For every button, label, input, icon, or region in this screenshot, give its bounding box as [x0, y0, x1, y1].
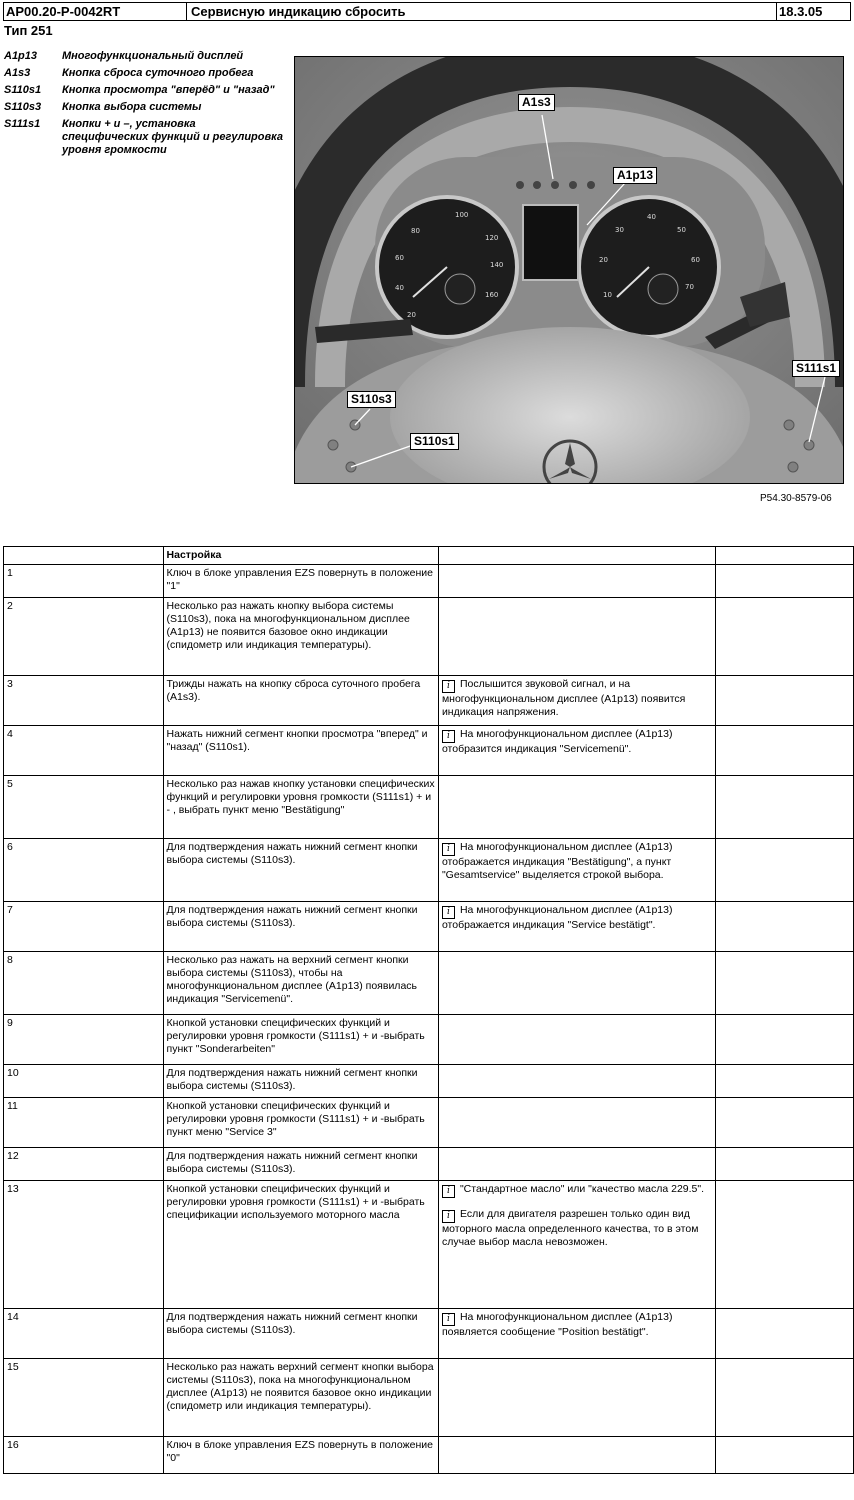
step-number: 2: [4, 598, 164, 676]
table-row: [4, 776, 854, 839]
table-row: [4, 952, 854, 1015]
step-instruction: Нажать нижний сегмент кнопки просмотра "вперед" и "назад" (S110s1).: [163, 726, 438, 776]
doc-id: AP00.20-P-0042RT: [4, 3, 187, 20]
step-notes: [438, 1181, 715, 1309]
step-instruction: Несколько раз нажать на верхний сегмент кнопки выбора системы (S110s3), чтобы на многофункциональном дисплее (A1p13) появилась индикация "Servicemenü".: [163, 952, 438, 1015]
info-note: [442, 1208, 712, 1249]
legend-code: S110s1: [4, 84, 42, 96]
step-extra: [716, 839, 854, 902]
step-instruction: Для подтверждения нажать нижний сегмент кнопки выбора системы (S110s3).: [163, 839, 438, 902]
step-notes: [438, 902, 715, 952]
dashboard-photo: [294, 56, 844, 484]
info-note-text: Если для двигателя разрешен только один вид моторного масла определенного качества, то в этом случае выбор масла невозможен.: [441, 1208, 699, 1248]
step-extra: [716, 1181, 854, 1309]
speedo-tick: 20: [407, 311, 416, 319]
legend-item: [4, 67, 284, 80]
legend-desc: Кнопка сброса суточного пробега: [62, 67, 254, 79]
tacho-tick: 70: [685, 283, 694, 291]
step-extra: [716, 776, 854, 839]
info-note-text: На многофункциональном дисплее (A1p13) отобразится индикация "Servicemenü".: [441, 728, 673, 755]
speedo-tick: 100: [455, 211, 469, 219]
info-note: [442, 1311, 712, 1339]
table-row: [4, 1015, 854, 1065]
table-header-row: [4, 547, 854, 565]
info-icon: i: [442, 730, 455, 743]
info-note: [442, 904, 712, 932]
tacho-tick: 30: [615, 226, 624, 234]
step-notes: [438, 1437, 715, 1474]
legend-item: [4, 84, 284, 97]
info-note: [442, 678, 712, 719]
info-icon: i: [442, 680, 455, 693]
step-extra: [716, 1015, 854, 1065]
step-extra: [716, 676, 854, 726]
step-extra: [716, 565, 854, 598]
step-instruction: Для подтверждения нажать нижний сегмент кнопки выбора системы (S110s3).: [163, 902, 438, 952]
dashboard-illustration: [295, 57, 844, 484]
info-icon: i: [442, 843, 455, 856]
tacho-tick: 40: [647, 213, 656, 221]
table-row: [4, 565, 854, 598]
step-instruction: Кнопкой установки специфических функций и регулировки уровня громкости (S111s1) + и -выбрать пункт "Sonderarbeiten": [163, 1015, 438, 1065]
step-instruction: Кнопкой установки специфических функций и регулировки уровня громкости (S111s1) + и -выбрать спецификации используемого моторного масла: [163, 1181, 438, 1309]
speedo-tick: 140: [490, 261, 504, 269]
table-row: [4, 598, 854, 676]
table-row: [4, 1181, 854, 1309]
step-number: 12: [4, 1148, 164, 1181]
step-number: 9: [4, 1015, 164, 1065]
figure-caption: P54.30-8579-06: [760, 493, 832, 504]
info-note: [442, 1183, 712, 1198]
table-row: [4, 676, 854, 726]
legend-code: A1s3: [4, 67, 31, 79]
step-notes: [438, 1359, 715, 1437]
step-notes: [438, 598, 715, 676]
legend-desc: Многофункциональный дисплей: [62, 50, 244, 62]
callout-s110s3: S110s3: [347, 391, 396, 408]
legend-item: [4, 50, 284, 63]
step-notes: [438, 1098, 715, 1148]
step-number: 11: [4, 1098, 164, 1148]
info-note-text: На многофункциональном дисплее (A1p13) отображается индикация "Bestätigung", а пункт "Gesamtservice" выделяется строкой выбора.: [441, 841, 673, 881]
step-number: 5: [4, 776, 164, 839]
step-number: 16: [4, 1437, 164, 1474]
step-notes: [438, 776, 715, 839]
step-instruction: Для подтверждения нажать нижний сегмент кнопки выбора системы (S110s3).: [163, 1148, 438, 1181]
table-row: [4, 902, 854, 952]
step-number: 13: [4, 1181, 164, 1309]
step-instruction: Ключ в блоке управления EZS повернуть в положение "1": [163, 565, 438, 598]
legend-code: S111s1: [4, 118, 41, 130]
step-instruction: Несколько раз нажать кнопку выбора системы (S110s3), пока на многофункциональном дисплее (A1p13) не появится базовое окно индикации (спидометр или индикация температуры).: [163, 598, 438, 676]
table-header-setting: Настройка: [163, 547, 438, 565]
legend-desc: Кнопки + и –, установка специфических функций и регулировка уровня громкости: [62, 118, 283, 156]
type-line: Тип 251: [4, 23, 53, 38]
step-instruction: Трижды нажать на кнопку сброса суточного пробега (A1s3).: [163, 676, 438, 726]
tacho-tick: 10: [603, 291, 612, 299]
step-extra: [716, 1098, 854, 1148]
tacho-tick: 60: [691, 256, 700, 264]
step-instruction: Для подтверждения нажать нижний сегмент кнопки выбора системы (S110s3).: [163, 1065, 438, 1098]
info-icon: i: [442, 906, 455, 919]
legend-code: A1p13: [4, 50, 38, 62]
speedo-tick: 160: [485, 291, 499, 299]
step-notes: [438, 676, 715, 726]
info-note-text: На многофункциональном дисплее (A1p13) отображается индикация "Service bestätigt".: [441, 904, 673, 931]
callout-s110s1: S110s1: [410, 433, 459, 450]
step-number: 14: [4, 1309, 164, 1359]
table-row: [4, 839, 854, 902]
table-row: [4, 1437, 854, 1474]
info-note: [442, 841, 712, 882]
callout-a1p13: A1p13: [613, 167, 657, 184]
step-extra: [716, 1148, 854, 1181]
step-number: 1: [4, 565, 164, 598]
step-notes: [438, 565, 715, 598]
legend-code: S110s3: [4, 101, 42, 113]
speedo-tick: 120: [485, 234, 499, 242]
step-number: 3: [4, 676, 164, 726]
speedo-tick: 60: [395, 254, 404, 262]
table-row: [4, 1098, 854, 1148]
procedure-table: [3, 546, 854, 1474]
info-icon: i: [442, 1313, 455, 1326]
step-extra: [716, 952, 854, 1015]
step-extra: [716, 1437, 854, 1474]
step-notes: [438, 1148, 715, 1181]
callout-s111s1: S111s1: [792, 360, 840, 377]
step-number: 4: [4, 726, 164, 776]
step-number: 10: [4, 1065, 164, 1098]
info-note: [442, 728, 712, 756]
step-instruction: Для подтверждения нажать нижний сегмент кнопки выбора системы (S110s3).: [163, 1309, 438, 1359]
step-number: 15: [4, 1359, 164, 1437]
step-extra: [716, 902, 854, 952]
speedo-tick: 40: [395, 284, 404, 292]
doc-date: 18.3.05: [779, 4, 823, 19]
info-note-text: "Стандартное масло" или "качество масла 229.5".: [459, 1183, 705, 1195]
legend: [4, 50, 284, 161]
step-notes: [438, 1065, 715, 1098]
step-extra: [716, 598, 854, 676]
legend-item: [4, 118, 284, 157]
tacho-tick: 50: [677, 226, 686, 234]
step-extra: [716, 1359, 854, 1437]
step-notes: [438, 952, 715, 1015]
tacho-tick: 20: [599, 256, 608, 264]
legend-item: [4, 101, 284, 114]
step-notes: [438, 839, 715, 902]
legend-desc: Кнопка просмотра "вперёд" и "назад": [62, 84, 275, 96]
table-row: [4, 1065, 854, 1098]
table-row: [4, 1309, 854, 1359]
step-instruction: Несколько раз нажать верхний сегмент кнопки выбора системы (S110s3), пока на многофункциональном дисплее (A1p13) не появится базовое окно индикации (спидометр или индикация температуры).: [163, 1359, 438, 1437]
legend-desc: Кнопка выбора системы: [62, 101, 202, 113]
step-number: 7: [4, 902, 164, 952]
step-instruction: Кнопкой установки специфических функций и регулировки уровня громкости (S111s1) + и -выбрать пункт меню "Service 3": [163, 1098, 438, 1148]
table-row: [4, 1148, 854, 1181]
speedo-tick: 80: [411, 227, 420, 235]
step-extra: [716, 726, 854, 776]
info-icon: i: [442, 1185, 455, 1198]
step-notes: [438, 1309, 715, 1359]
step-instruction: Несколько раз нажав кнопку установки специфических функций и регулировки уровня громкости (S111s1) + и - , выбрать пункт меню "Bestätigung": [163, 776, 438, 839]
info-note-text: На многофункциональном дисплее (A1p13) появляется сообщение "Position bestätigt".: [441, 1311, 673, 1338]
info-icon: i: [442, 1210, 455, 1223]
step-number: 6: [4, 839, 164, 902]
step-instruction: Ключ в блоке управления EZS повернуть в положение "0": [163, 1437, 438, 1474]
step-extra: [716, 1065, 854, 1098]
table-row: [4, 1359, 854, 1437]
step-number: 8: [4, 952, 164, 1015]
step-extra: [716, 1309, 854, 1359]
info-note-text: Послышится звуковой сигнал, и на многофункциональном дисплее (A1p13) появится индикация напряжения.: [441, 678, 686, 718]
doc-title: Сервисную индикацию сбросить: [187, 3, 777, 20]
header-bar: [3, 2, 851, 21]
step-notes: [438, 726, 715, 776]
step-notes: [438, 1015, 715, 1065]
callout-a1s3: A1s3: [518, 94, 555, 111]
table-row: [4, 726, 854, 776]
